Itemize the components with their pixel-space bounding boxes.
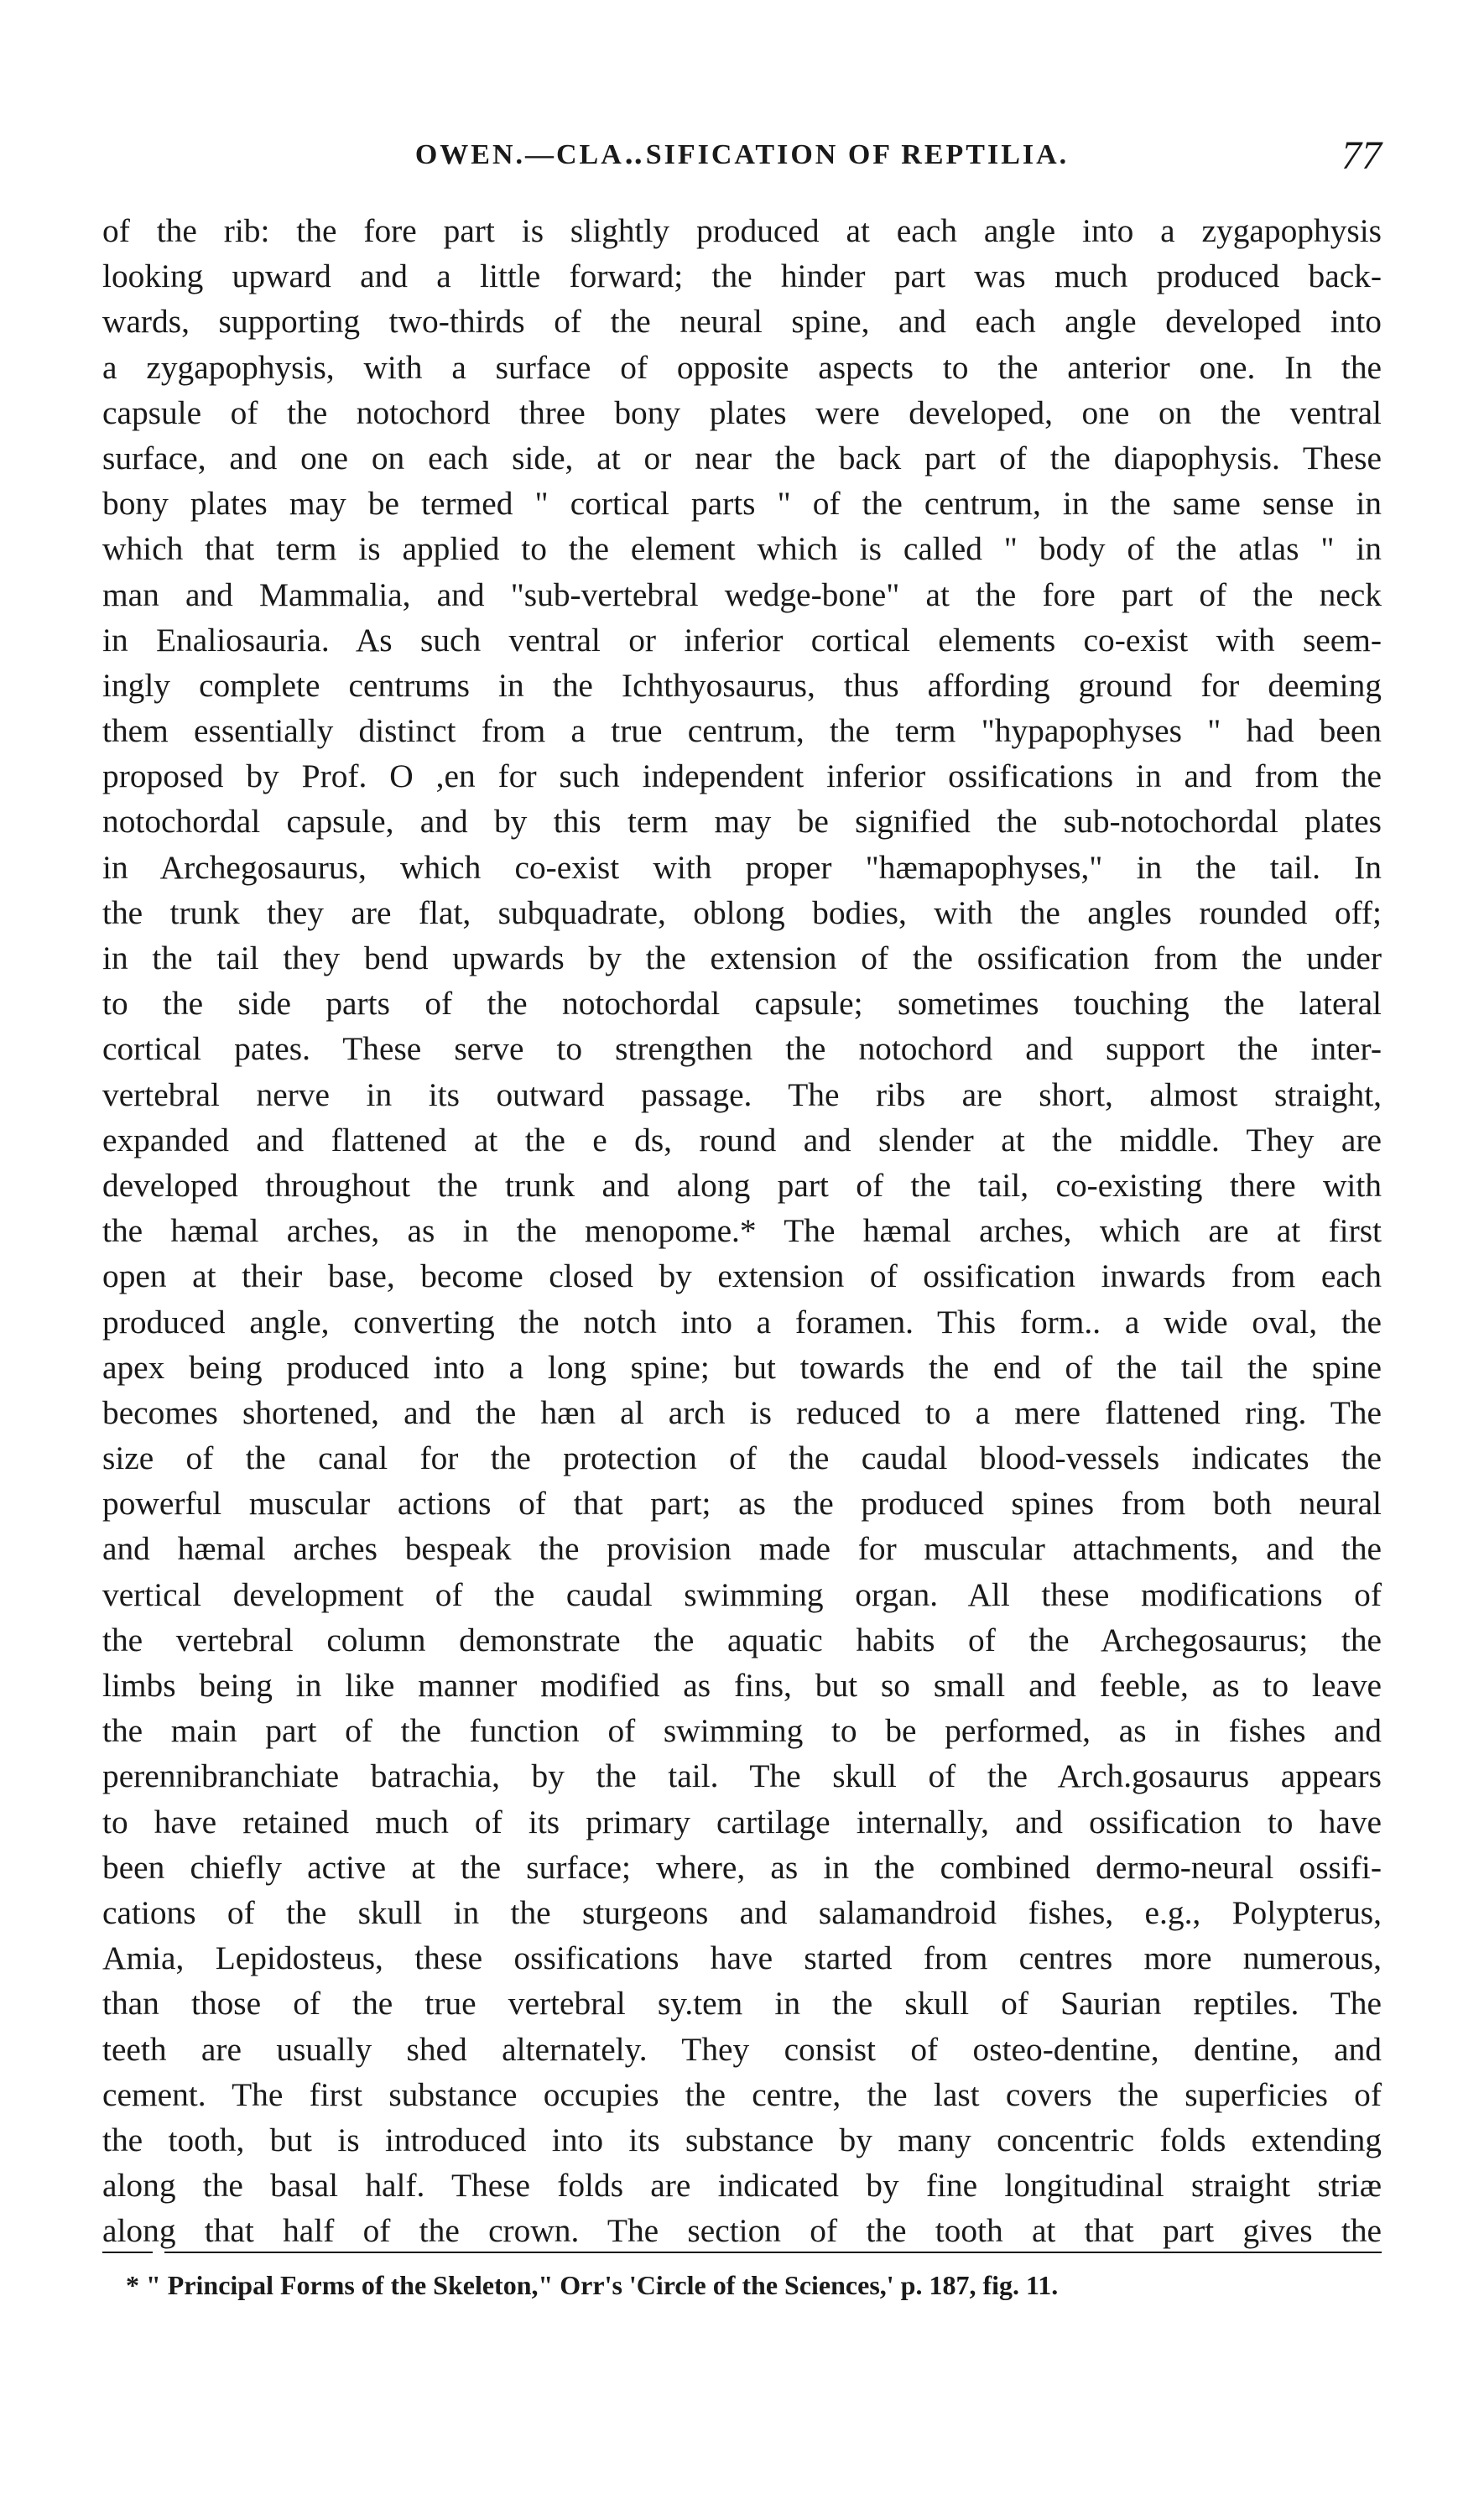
text-line: and hæmal arches bespeak the provision made for muscular attachments, and the xyxy=(102,1530,1382,1568)
page-header xyxy=(102,133,1382,183)
text-line: size of the canal for the protection of the caudal blood-vessels indicates the xyxy=(102,1440,1382,1477)
text-line: open at their base, become closed by extension of ossification inwards from each xyxy=(102,1257,1382,1295)
text-line: the trunk they are flat, subquadrate, oblong bodies, with the angles rounded off; xyxy=(102,893,1382,931)
text-line: along the basal half. These folds are indicated by fine longitudinal straight striæ xyxy=(102,2167,1382,2205)
text-line: capsule of the notochord three bony plates were developed, one on the ventral xyxy=(102,393,1382,431)
text-line: wards, supporting two-thirds of the neural spine, and each angle developed into xyxy=(102,303,1382,341)
text-line: notochordal capsule, and by this term may be signified the sub-notochordal plates xyxy=(102,803,1382,841)
text-line: which that term is applied to the element which is called " body of the atlas " in xyxy=(102,530,1382,568)
text-line: vertebral nerve in its outward passage. The ribs are short, almost straight, xyxy=(102,1075,1382,1113)
text-line: cement. The first substance occupies the centre, the last covers the superficies of xyxy=(102,2075,1382,2113)
text-line: a zygapophysis, with a surface of opposite aspects to the anterior one. In the xyxy=(102,348,1382,386)
running-head: OWEN.—CLA‥SIFICATION OF REPTILIA. xyxy=(414,139,1070,170)
text-line: along that half of the crown. The section of the tooth at that part gives the xyxy=(102,2212,1382,2250)
text-line: in Enaliosauria. As such ventral or inferior cortical elements co-exist with seem- xyxy=(102,621,1382,659)
text-line: ingly complete centrums in the Ichthyosaurus, thus affording ground for deeming xyxy=(102,666,1382,704)
text-line: in Archegosaurus, which co-exist with proper "hæmapophyses," in the tail. In xyxy=(102,848,1382,886)
text-line: the hæmal arches, as in the menopome.* The hæmal arches, which are at first xyxy=(102,1212,1382,1250)
text-line: them essentially distinct from a true centrum, the term "hypapophyses " had been xyxy=(102,712,1382,750)
text-line: bony plates may be termed " cortical parts " of the centrum, in the same sense in xyxy=(102,485,1382,523)
text-line: man and Mammalia, and "sub-vertebral wedge-bone" at the fore part of the neck xyxy=(102,575,1382,613)
text-line: expanded and flattened at the e ds, round and slender at the middle. They are xyxy=(102,1121,1382,1158)
text-line: to have retained much of its primary cartilage internally, and ossification to have xyxy=(102,1803,1382,1840)
footnote-rule-short xyxy=(102,2252,153,2253)
page-number: 77 xyxy=(1341,133,1382,178)
text-line: teeth are usually shed alternately. They consist of osteo-dentine, dentine, and xyxy=(102,2030,1382,2068)
text-line: to the side parts of the notochordal capsule; sometimes touching the lateral xyxy=(102,985,1382,1023)
text-line: the main part of the function of swimming to be performed, as in fishes and xyxy=(102,1712,1382,1750)
text-line: the vertebral column demonstrate the aquatic habits of the Archegosaurus; the xyxy=(102,1621,1382,1658)
text-line: in the tail they bend upwards by the extension of the ossification from the under xyxy=(102,940,1382,976)
text-line: apex being produced into a long spine; but towards the end of the tail the spine xyxy=(102,1348,1382,1386)
footnote: * " Principal Forms of the Skeleton," Orr's 'Circle of the Sciences,' p. 187, fig. 11. xyxy=(126,2270,1059,2300)
text-line: vertical development of the caudal swimming organ. All these modifications of xyxy=(102,1575,1382,1613)
footnote-rule xyxy=(164,2252,1382,2253)
text-line: the tooth, but is introduced into its substance by many concentric folds extending xyxy=(102,2121,1382,2158)
text-line: proposed by Prof. O ,en for such independent inferior ossifications in and from the xyxy=(102,758,1382,795)
text-line: perennibranchiate batrachia, by the tail. The skull of the Arch.gosaurus appears xyxy=(102,1757,1382,1795)
text-line: produced angle, converting the notch into a foramen. This form.. a wide oval, the xyxy=(102,1303,1382,1341)
text-line: powerful muscular actions of that part; as the produced spines from both neural xyxy=(102,1485,1382,1523)
text-line: limbs being in like manner modified as fins, but so small and feeble, as to leave xyxy=(102,1667,1382,1704)
text-line: been chiefly active at the surface; where, as in the combined dermo-neural ossifi- xyxy=(102,1848,1382,1886)
text-line: becomes shortened, and the hæn al arch is reduced to a mere flattened ring. The xyxy=(102,1393,1382,1431)
text-line: cations of the skull in the sturgeons and salamandroid fishes, e.g., Polypterus, xyxy=(102,1893,1382,1931)
text-line: than those of the true vertebral sy.tem in the skull of Saurian reptiles. The xyxy=(102,1985,1382,2023)
text-line: looking upward and a little forward; the hinder part was much produced back- xyxy=(102,258,1382,295)
body-text xyxy=(102,208,1382,2250)
text-line: of the rib: the fore part is slightly produced at each angle into a zygapophysis xyxy=(102,212,1382,249)
text-line: cortical pates. These serve to strengthen the notochord and support the inter- xyxy=(102,1030,1382,1068)
text-line: developed throughout the trunk and along part of the tail, co-existing there with xyxy=(102,1166,1382,1204)
text-line: surface, and one on each side, at or near the back part of the diapophysis. These xyxy=(102,439,1382,476)
text-line: Amia, Lepidosteus, these ossifications have started from centres more numerous, xyxy=(102,1939,1382,1977)
